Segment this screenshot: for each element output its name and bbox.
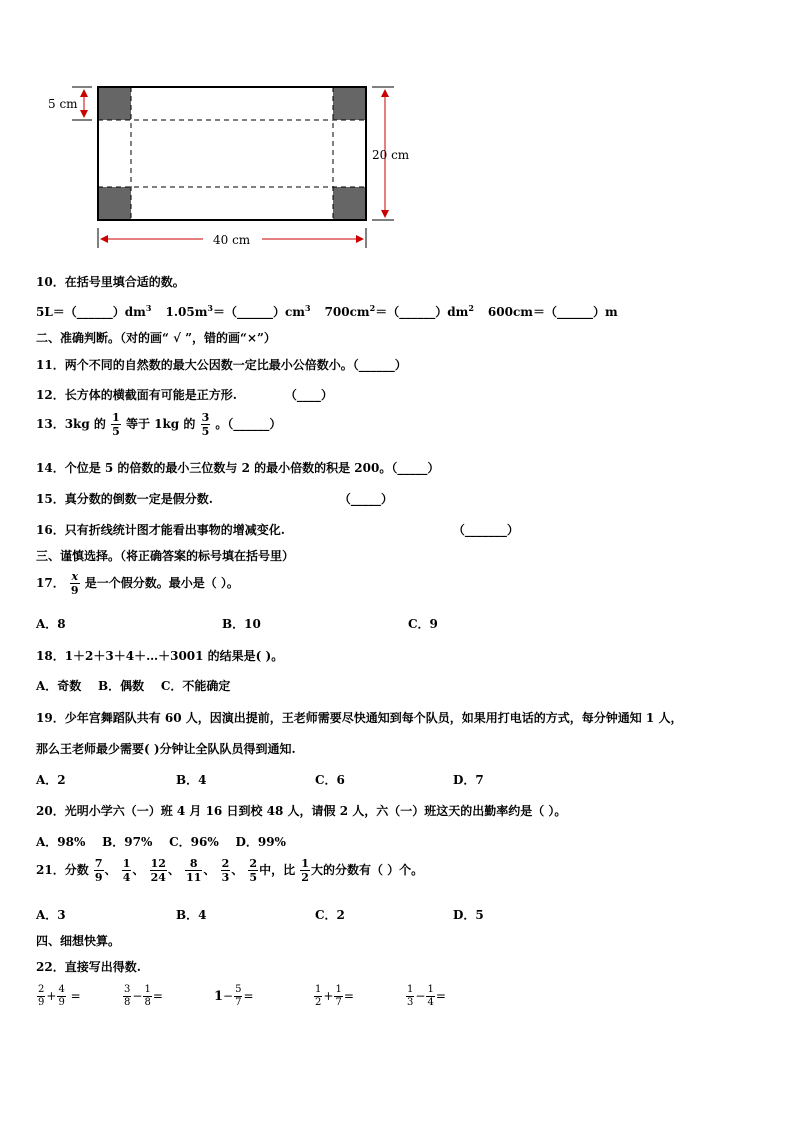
fraction-1-5: $\frac{1}{5}$ xyxy=(112,411,120,438)
q17-option-b: B．10 xyxy=(222,617,261,631)
q19-option-a: A．2 xyxy=(36,773,66,787)
outer-rectangle xyxy=(98,87,366,220)
fraction-1-2: $\frac{1}{2}$ xyxy=(301,857,309,884)
q21-option-a: A．3 xyxy=(36,908,66,922)
question-22: 22．直接写出得数. xyxy=(36,960,141,974)
fraction-8-11: $\frac{8}{11}$ xyxy=(186,857,202,884)
q19-option-d: D．7 xyxy=(453,773,484,787)
fraction-1-4: $\frac{1}{4}$ xyxy=(122,857,131,884)
question-13: 13．3kg 的 $\frac{1}{5}$ 等于 1kg 的 $\frac{3}{5}$ 。（______） xyxy=(36,411,282,438)
fraction-12-24: $\frac{12}{24}$ xyxy=(150,857,166,884)
fraction-7-9: $\frac{7}{9}$ xyxy=(94,857,103,884)
calc-expression-5: $\frac{1}{3}$ − $\frac{1}{4}$ = xyxy=(407,984,446,1008)
question-14: 14．个位是 5 的倍数的最小三位数与 2 的最小倍数的积是 200。（_____） xyxy=(36,461,440,475)
question-11: 11．两个不同的自然数的最大公因数一定比最小公倍数小。（______） xyxy=(36,358,407,372)
question-19-line-2: 那么王老师最少需要( )分钟让全队队员得到通知. xyxy=(36,742,296,756)
q21-option-c: C．2 xyxy=(315,908,345,922)
q21-option-b: B．4 xyxy=(176,908,207,922)
question-12: 12．长方体的横截面有可能是正方形. （____） xyxy=(36,388,333,402)
question-21: 21．分数 $\frac{7}{9}$ 、 $\frac{1}{4}$ 、 $\frac{12}{24}$ 、 $\frac{8}{11}$ 、 $\frac{2}{3}$ 、 $\frac{2}{5}$ 中，比 $\frac{1}{2}$ 大的分数有（ ）个。 xyxy=(36,857,424,884)
fraction-2-5: $\frac{2}{5}$ xyxy=(249,857,258,884)
question-15: 15．真分数的倒数一定是假分数. （_____） xyxy=(36,492,393,506)
q19-option-b: B．4 xyxy=(176,773,207,787)
question-19-line-1: 19．少年宫舞蹈队共有 60 人，因演出提前，王老师需要尽快通知到每个队员，如果用打电话的方式，每分钟通知 1 人， xyxy=(36,711,683,725)
question-10: 10．在括号里填合适的数。 xyxy=(36,275,185,289)
question-17: 17． $\frac{x}{9}$ 是一个假分数。最小是（ ）。 xyxy=(36,570,239,597)
corner-square-bl xyxy=(98,187,131,220)
corner-square-br xyxy=(333,187,366,220)
section-2-heading: 二、准确判断。（对的画“ √ ”，错的画“×”） xyxy=(36,331,276,345)
q20-options: A．98% B．97% C．96% D．99% xyxy=(36,835,286,849)
section-3-heading: 三、谨慎选择。（将正确答案的标号填在括号里） xyxy=(36,549,295,563)
corner-square-tl xyxy=(98,87,131,120)
question-20: 20．光明小学六（一）班 4 月 16 日到校 48 人，请假 2 人，六（一）班这天的出勤率约是（ ）。 xyxy=(36,804,567,818)
q18-options: A．奇数 B．偶数 C．不能确定 xyxy=(36,679,231,693)
q21-option-d: D．5 xyxy=(453,908,484,922)
calc-expression-2: $\frac{3}{8}$ − $\frac{1}{8}$ = xyxy=(124,984,163,1008)
calc-expression-4: $\frac{1}{2}$ + $\frac{1}{7}$ = xyxy=(315,984,354,1008)
question-16: 16．只有折线统计图才能看出事物的增减变化. （_______） xyxy=(36,523,519,537)
question-18: 18．1＋2＋3＋4＋…＋3001 的结果是( )。 xyxy=(36,649,284,663)
calc-expression-3: 1− $\frac{5}{7}$ = xyxy=(214,984,254,1008)
corner-square-tr xyxy=(333,87,366,120)
q17-option-a: A．8 xyxy=(36,617,66,631)
dimension-label-40cm: 40 cm xyxy=(213,233,251,247)
section-4-heading: 四、细想快算。 xyxy=(36,934,121,948)
fraction-x-9: $\frac{x}{9}$ xyxy=(70,570,79,597)
cardboard-figure xyxy=(0,0,794,260)
q19-option-c: C．6 xyxy=(315,773,345,787)
dimension-label-5cm: 5 cm xyxy=(48,97,78,111)
question-10-blanks: $5L=(\_\_\_\_\_\_)dm^3$ $1.05m^3=(\_\_\_\_\_\_)cm^3$ $700cm^2=(\_\_\_\_\_\_)dm^2$ 600cm＝（______）m xyxy=(36,303,618,319)
dimension-label-20cm: 20 cm xyxy=(372,148,410,162)
fraction-3-5: $\frac{3}{5}$ xyxy=(201,411,210,438)
fraction-2-3: $\frac{2}{3}$ xyxy=(221,857,230,884)
q17-option-c: C．9 xyxy=(408,617,438,631)
calc-expression-1: $\frac{2}{9}$ + $\frac{4}{9}$ = xyxy=(38,984,81,1008)
